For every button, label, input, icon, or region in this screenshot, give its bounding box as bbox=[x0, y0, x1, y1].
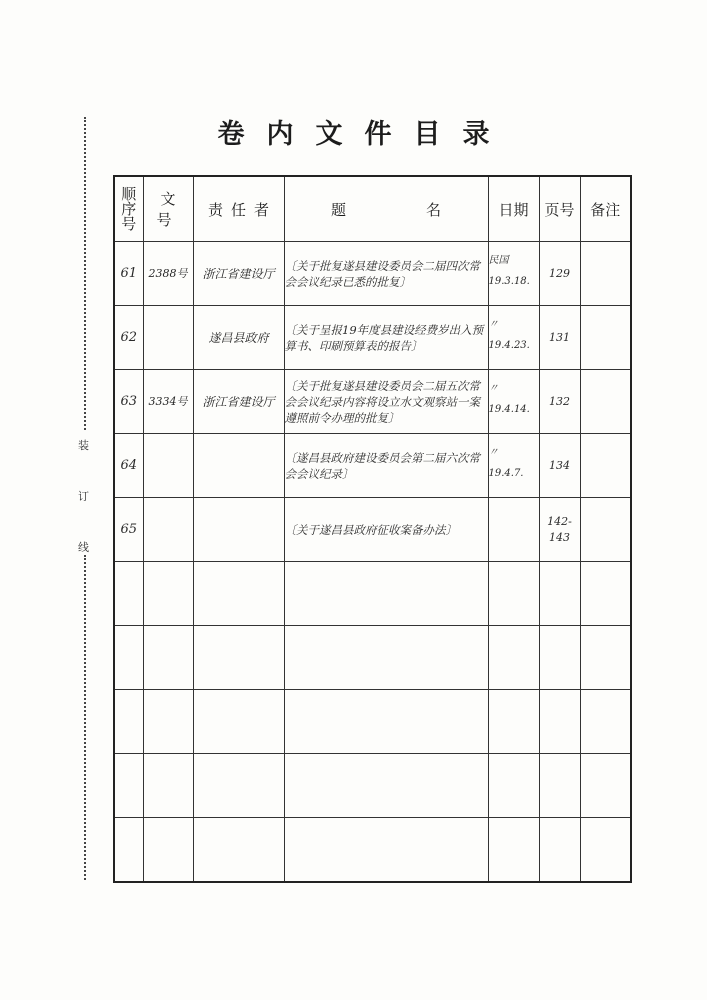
cell-page: 142-143 bbox=[539, 498, 580, 562]
cell-doc-number: 2388号 bbox=[143, 242, 193, 306]
date-value: 19.4.7. bbox=[488, 467, 524, 479]
cell-date bbox=[488, 690, 539, 754]
cell-seq bbox=[114, 754, 143, 818]
table-row bbox=[114, 690, 631, 754]
cell-page bbox=[539, 562, 580, 626]
cell-page: 129 bbox=[539, 242, 580, 306]
cell-seq bbox=[114, 562, 143, 626]
table-row bbox=[114, 498, 631, 562]
binding-line-bottom bbox=[84, 555, 86, 880]
cell-responsible bbox=[193, 498, 284, 562]
cell-seq: 64 bbox=[114, 434, 143, 498]
cell-date bbox=[488, 498, 539, 562]
cell-doc-number bbox=[143, 754, 193, 818]
header-doc-number bbox=[143, 176, 193, 242]
cell-page: 134 bbox=[539, 434, 580, 498]
cell-doc-number: 3334号 bbox=[143, 370, 193, 434]
cell-title bbox=[284, 562, 488, 626]
cell-responsible bbox=[193, 818, 284, 883]
cell-remarks bbox=[580, 690, 631, 754]
cell-date bbox=[488, 818, 539, 883]
cell-responsible bbox=[193, 562, 284, 626]
cell-seq bbox=[114, 690, 143, 754]
cell-responsible: 浙江省建设厅 bbox=[193, 242, 284, 306]
cell-seq bbox=[114, 626, 143, 690]
header-title-text: 题名 bbox=[331, 200, 441, 219]
cell-responsible: 遂昌县政府 bbox=[193, 306, 284, 370]
cell-doc-number bbox=[143, 498, 193, 562]
cell-page bbox=[539, 690, 580, 754]
cell-date bbox=[488, 434, 539, 498]
cell-seq: 61 bbox=[114, 242, 143, 306]
cell-doc-number bbox=[143, 562, 193, 626]
cell-title: 〔关于遂昌县政府征收案备办法〕 bbox=[284, 498, 488, 562]
cell-date bbox=[488, 306, 539, 370]
date-value: 19.3.18. bbox=[488, 275, 530, 287]
cell-remarks bbox=[580, 626, 631, 690]
table-row bbox=[114, 434, 631, 498]
cell-responsible bbox=[193, 626, 284, 690]
cell-seq bbox=[114, 818, 143, 883]
header-title bbox=[284, 176, 488, 242]
header-remarks: 备注 bbox=[580, 176, 631, 242]
date-value: 19.4.23. bbox=[488, 339, 530, 351]
cell-remarks bbox=[580, 434, 631, 498]
cell-seq: 62 bbox=[114, 306, 143, 370]
cell-title: 〔遂昌县政府建设委员会第二届六次常会会议纪录〕 bbox=[284, 434, 488, 498]
table-row bbox=[114, 370, 631, 434]
cell-title: 〔关于批复遂县建设委员会二届五次常会会议纪录内容将设立水文观察站一案遵照前令办理的批复〕 bbox=[284, 370, 488, 434]
header-doc-number-text: 文号 bbox=[156, 190, 184, 229]
date-prefix: 〃 bbox=[488, 446, 499, 458]
binding-label-char-2: 订 bbox=[78, 490, 89, 503]
cell-page bbox=[539, 818, 580, 883]
cell-title bbox=[284, 626, 488, 690]
cell-remarks bbox=[580, 754, 631, 818]
table-row bbox=[114, 562, 631, 626]
cell-title: 〔关于呈报19年度县建设经费岁出入预算书、印刷预算表的报告〕 bbox=[284, 306, 488, 370]
binding-line-top bbox=[84, 117, 86, 430]
cell-title: 〔关于批复遂县建设委员会二届四次常会会议纪录已悉的批复〕 bbox=[284, 242, 488, 306]
cell-doc-number bbox=[143, 626, 193, 690]
cell-title bbox=[284, 818, 488, 883]
header-page: 页号 bbox=[539, 176, 580, 242]
cell-doc-number bbox=[143, 434, 193, 498]
cell-doc-number bbox=[143, 690, 193, 754]
cell-page: 131 bbox=[539, 306, 580, 370]
cell-page bbox=[539, 626, 580, 690]
cell-date bbox=[488, 562, 539, 626]
cell-responsible bbox=[193, 754, 284, 818]
date-value: 19.4.14. bbox=[488, 403, 530, 415]
header-seq: 顺序号 bbox=[114, 176, 143, 242]
cell-date bbox=[488, 370, 539, 434]
cell-responsible: 浙江省建设厅 bbox=[193, 370, 284, 434]
cell-doc-number bbox=[143, 818, 193, 883]
table-row bbox=[114, 818, 631, 883]
catalog-table bbox=[113, 175, 632, 883]
cell-remarks bbox=[580, 370, 631, 434]
table-row bbox=[114, 242, 631, 306]
cell-seq: 65 bbox=[114, 498, 143, 562]
cell-responsible bbox=[193, 434, 284, 498]
cell-date bbox=[488, 754, 539, 818]
table-row bbox=[114, 626, 631, 690]
cell-page bbox=[539, 754, 580, 818]
cell-title bbox=[284, 690, 488, 754]
cell-doc-number bbox=[143, 306, 193, 370]
date-prefix: 〃 bbox=[488, 382, 499, 394]
cell-page: 132 bbox=[539, 370, 580, 434]
date-prefix: 民国 bbox=[488, 254, 509, 266]
date-prefix: 〃 bbox=[488, 318, 499, 330]
header-responsible bbox=[193, 176, 284, 242]
header-date: 日期 bbox=[488, 176, 539, 242]
cell-remarks bbox=[580, 498, 631, 562]
cell-title bbox=[284, 754, 488, 818]
cell-seq: 63 bbox=[114, 370, 143, 434]
cell-responsible bbox=[193, 690, 284, 754]
cell-remarks bbox=[580, 306, 631, 370]
cell-remarks bbox=[580, 818, 631, 883]
cell-date bbox=[488, 242, 539, 306]
table-row bbox=[114, 306, 631, 370]
table-row bbox=[114, 754, 631, 818]
header-responsible-text: 责任者 bbox=[207, 200, 277, 219]
cell-remarks bbox=[580, 242, 631, 306]
page-title: 卷内文件目录 bbox=[217, 119, 512, 150]
cell-remarks bbox=[580, 562, 631, 626]
binding-label-char-1: 装 bbox=[78, 439, 89, 452]
header-row bbox=[114, 176, 631, 242]
binding-label-char-3: 线 bbox=[78, 541, 89, 554]
cell-date bbox=[488, 626, 539, 690]
